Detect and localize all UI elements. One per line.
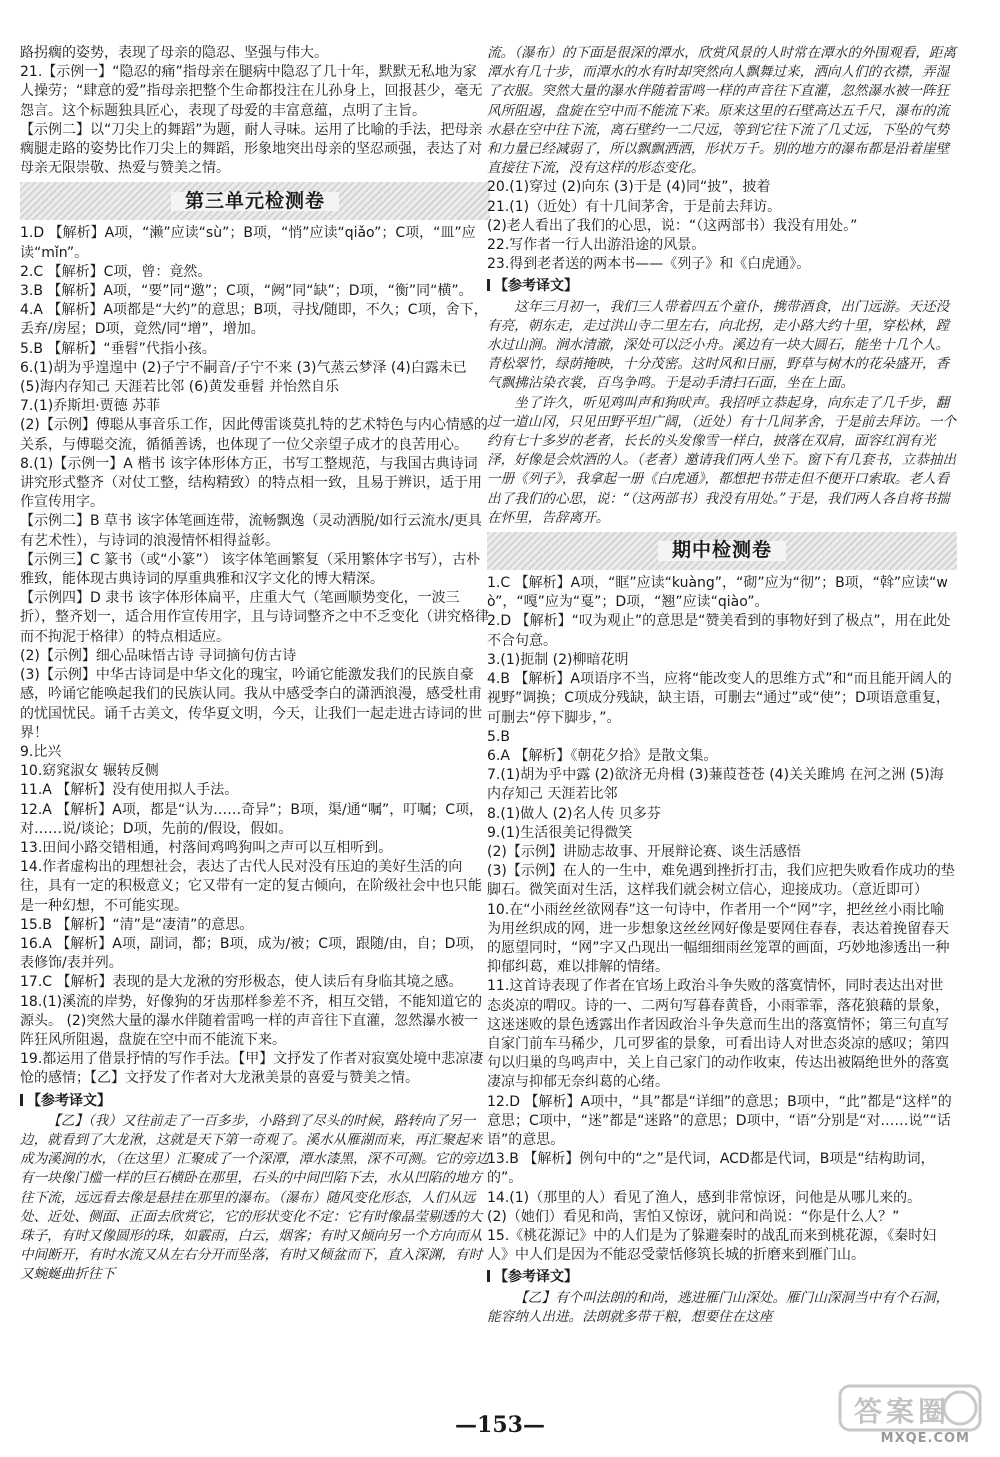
answer-item: (3)【示例】中华古诗词是中华文化的瑰宝，吟诵它能激发我们的民族自豪感，吟诵它能唤起我们的民族认同。我从中感受李白的潇洒浪漫，感受杜甫的忧国忧民。诵千古美文，传华夏文明，今天，让我们一起走进古诗词的世界！ bbox=[20, 667, 482, 741]
answer-item: (2)老人看出了我们的心思，说：“（这两部书）我没有用处。” bbox=[487, 217, 858, 234]
answer-item: 9.(1)生活很美记得微笑 bbox=[487, 824, 633, 841]
watermark-logo bbox=[810, 1382, 986, 1452]
reference-translation-label: 【参考译文】 bbox=[20, 1092, 490, 1111]
answer-item: 4.B 【解析】A项语序不当，应将“能改变人的思维方式”和“而且能开阔人的视野”调换；C项成分残缺，缺主语，可删去“通过”或“使”；D项语意重复，可删去“停下脚步，”。 bbox=[487, 671, 952, 726]
reference-translation: 这年三月初一，我们三人带着四五个童仆，携带酒食，出门远游。天还没有亮，朝东走，走过洪山寺二里左右，向北拐，走小路大约十里，穿松林，蹚水过山涧。涧水清澈，深处可以泛小舟。溪边有一块大圆石，能坐十几个人。青松翠竹，绿荫掩映，十分茂密。这时风和日丽，野草与树木的花朵盛开，香气飘拂沾染衣裳，百鸟争鸣。于是动手清扫石面，坐在上面。 bbox=[487, 298, 950, 392]
answer-item: 18.(1)溪流的岸势，好像狗的牙齿那样参差不齐，相互交错，不能知道它的源头。 (2)突然大量的瀑水伴随着雷鸣一样的声音往下直灌，忽然瀑水被一阵狂风所阻遏，盘旋在空中而不能流下来。 bbox=[20, 993, 483, 1048]
right-column bbox=[487, 44, 957, 1327]
reference-translation: 【乙】（我）又往前走了一百多步，小路到了尽头的时候，路转向了另一边，就看到了大龙湫，这就是天下第一奇观了。溪水从雁湖而来，再汇聚起来成为溪涧的水，（在这里）汇聚成了一个深潭，潭水漆黑，深不可测。它的旁边有一块像门槛一样的巨石横卧在那里，石头的中间凹陷下去，水从凹陷的地方往下流，远远看去像是悬挂在那里的瀑布。（瀑布）随风变化形态，人们从远处、近处、侧面、正面去欣赏它，它的形状变化不定：它有时像晶莹剔透的大珠子，有时又像圆形的珠，如霰雨，白云，烟客；有时又倾向另一个方向而从中间断开，有时水流又从左右分开而坠落，有时又倾盆而下，直入深渊，有时又蜿蜒曲折往下 bbox=[20, 1112, 489, 1283]
answer-item: 14.(1)（那里的人）看见了渔人，感到非常惊讶，问他是从哪儿来的。 bbox=[487, 1189, 922, 1206]
answer-paragraph: 路拐瘸的姿势，表现了母亲的隐忍、坚强与伟大。 bbox=[20, 45, 328, 61]
answer-item: 20.(1)穿过 (2)向东 (3)于是 (4)同“披”，披着 bbox=[487, 179, 771, 196]
answer-item: 9.比兴 bbox=[20, 743, 62, 760]
answer-item: (3)【示例】在人的一生中，难免遇到挫折打击，我们应把失败看作成功的垫脚石。微笑面对生活，这样我们就会树立信心，迎接成功。（意近即可） bbox=[487, 863, 955, 899]
reference-translation: 流。（瀑布）的下面是很深的潭水，欣赏风景的人时常在潭水的外围观看，距离潭水有几十步，而潭水的水有时却突然向人飘舞过来，洒向人们的衣襟，弄湿了衣服。突然大量的瀑水伴随着雷鸣一样的声音往下直灌，忽然瀑水被一阵狂风所阻遏，盘旋在空中而不能流下来。原来这里的石壁高达五千尺，瀑布的流水悬在空中往下流，离石壁约一二尺远，等到它往下流了几丈远，下坠的气势和力量已经减弱了，所以飘飘洒洒，形状万千。别的地方的瀑布都是沿着崖壁直接往下流，没有这样的形态变化。 bbox=[487, 45, 956, 177]
answer-item: 12.D 【解析】A项中，“具”都是“详细”的意思；B项中，“此”都是“这样”的意思；C项中，“迷”都是“迷路”的意思；D项中，“语”分别是“对……说”“话语”的意思。 bbox=[487, 1093, 952, 1148]
section-header-midterm bbox=[487, 532, 957, 570]
reference-translation-label: 【参考译文】 bbox=[487, 1268, 957, 1287]
answer-item: 13.田间小路交错相通，村落间鸡鸣狗叫之声可以互相听到。 bbox=[20, 839, 393, 856]
answer-item: 3.(1)扼制 (2)柳暗花明 bbox=[487, 651, 629, 668]
answer-item: 5.B bbox=[487, 728, 510, 745]
answer-item: 【示例三】C 篆书（或“小篆”） 该字体笔画繁复（采用繁体字书写），古朴雅致，能体现古典诗词的厚重典雅和汉字文化的博大精深。 bbox=[20, 551, 481, 588]
answer-item: 7.(1)乔斯坦·贾德 苏菲 bbox=[20, 398, 161, 415]
answer-item: 5.B 【解析】“垂髫”代指小孩。 bbox=[20, 340, 216, 357]
answer-item: 12.A 【解析】A项，都是“认为……奇异”；B项，渠/通“嘱”，叮嘱；C项，对……说/谈论；D项，先前的/假设，假如。 bbox=[20, 801, 483, 837]
unit3-answers bbox=[20, 224, 490, 1088]
answer-paragraph: 21.【示例一】“隐忍的痛”指母亲在腿病中隐忍了几十年，默默无私地为家人操劳；“肆意的爱”指母亲把整个生命都投注在儿孙身上，回报甚少，毫无怨言。这个标题独具匠心，表现了母爱的丰富意蕴，点明了主旨。 bbox=[20, 64, 483, 119]
answer-item: 10.窈窕淑女 辗转反侧 bbox=[20, 763, 159, 780]
answer-item: 11.A 【解析】没有使用拟人手法。 bbox=[20, 782, 239, 799]
answer-item: 14.作者虚构出的理想社会，表达了古代人民对没有压迫的美好生活的向往，具有一定的积极意义；它又带有一定的复古倾向，在阶级社会中也只能是一种幻想，不可能实现。 bbox=[20, 859, 482, 914]
watermark-logo-text: 答案圈 bbox=[854, 1395, 951, 1428]
answer-item: (2)【示例】讲励志故事、开展辩论赛、谈生活感悟 bbox=[487, 843, 801, 860]
answer-item: 21.(1)（近处）有十几间茅舍，于是前去拜访。 bbox=[487, 198, 782, 215]
answer-item: 2.D 【解析】“叹为观止”的意思是“赞美看到的事物好到了极点”，用在此处不合句意。 bbox=[487, 613, 951, 649]
answer-item: 15.《桃花源记》中的人们是为了躲避秦时的战乱而来到桃花源，《秦时妇人》中人们是因为不能忍受蒙恬修筑长城的折磨来到雁门山。 bbox=[487, 1227, 937, 1264]
answer-item: (2)【示例】傅聪从事音乐工作，因此傅雷谈莫扎特的艺术特色与内心情感的关系，与傅聪交流，循循善诱，也体现了一位父亲望子成才的良苦用心。 bbox=[20, 417, 488, 453]
answer-item: 6.A 【解析】《朝花夕拾》是散文集。 bbox=[487, 747, 718, 764]
answer-item: 1.D 【解析】A项，“濑”应读“sù”；B项，“悄”应读“qiǎo”；C项，“皿”应读“mǐn”。 bbox=[20, 225, 476, 261]
answer-item: (2)【示例】细心品味悟古诗 寻词摘句仿古诗 bbox=[20, 647, 297, 664]
answer-item: 3.B 【解析】A项，“要”同“邀”；C项，“阙”同“缺”；D项，“衡”同“横”。 bbox=[20, 283, 473, 300]
answer-item: 22.写作者一行人出游沿途的风景。 bbox=[487, 237, 706, 254]
answer-item: 15.B 【解析】“清”是“凄清”的意思。 bbox=[20, 916, 254, 933]
answer-paragraph: 【示例二】以“刀尖上的舞蹈”为题，耐人寻味。运用了比喻的手法，把母亲瘸腿走路的姿势比作刀尖上的舞蹈，形象地突出母亲的坚忍顽强，表达了对母亲无限崇敬、热爱与赞美之情。 bbox=[20, 121, 483, 177]
answer-item: 8.(1)【示例一】A 楷书 该字体形体方正，书写工整规范，与我国古典诗词讲究形式整齐（对仗工整，结构精致）的特点相一致，且易于辨识，适于用作宣传用字。 bbox=[20, 455, 482, 511]
midterm-answers bbox=[487, 574, 957, 1265]
watermark-url: MXQE.COM bbox=[880, 1431, 970, 1446]
answer-item: 6.(1)胡为乎遑遑中 (2)子宁不嗣音/子宁不来 (3)气蒸云梦泽 (4)白露未已 (5)海内存知己 天涯若比邻 (6)黄发垂髫 并怡然自乐 bbox=[20, 359, 467, 396]
answer-item: (2)（她们）看见和尚，害怕又惊讶，就问和尚说：“你是什么人？” bbox=[487, 1208, 900, 1225]
section-header-unit3 bbox=[20, 182, 490, 220]
reference-translation: 【乙】有个叫法朗的和尚，逃进雁门山深处。雁门山深洞当中有个石洞，能容纳人出进。法朗就多带干粮，想要住在这座 bbox=[487, 1289, 950, 1325]
answer-item: 23.得到老者送的两本书——《列子》和《白虎通》。 bbox=[487, 256, 811, 273]
page-number: —153— bbox=[455, 1412, 545, 1438]
answer-item: 8.(1)做人 (2)名人传 贝多芬 bbox=[487, 805, 661, 822]
left-column bbox=[20, 44, 490, 1285]
answer-item: 【示例二】B 草书 该字体笔画连带，流畅飘逸（灵动洒脱/如行云流水/更具有艺术性），与诗词的浪漫情怀相得益彰。 bbox=[20, 513, 482, 549]
reference-translation: 坐了许久，听见鸡叫声和狗吠声。我招呼立恭起身，向东走了几千步，翻过一道山冈，只见田野平坦广阔，（近处）有十几间茅舍，于是前去拜访。一个约有七十多岁的老者，长长的头发像雪一样白，披落在双肩，面容红润有光泽，好像是会炊酒的人。（老者）邀请我们两人坐下。窗下有几套书，立恭抽出一册《列子》，我拿起一册《白虎通》，都想把书带走但不便开口索取。老人看出了我们的心思，说：“（这两部书）我没有用处。”于是，我们两人各自将书揣在怀里，告辞离开。 bbox=[487, 394, 956, 526]
section-title: 期中检测卷 bbox=[658, 541, 786, 560]
answer-item: 13.B 【解析】例句中的“之”是代词，ACD都是代词，B项是“结构助词，的”。 bbox=[487, 1151, 935, 1187]
answer-item: 19.都运用了借景抒情的写作手法。【甲】文抒发了作者对寂寞处境中悲凉凄怆的感情；【乙】文抒发了作者对大龙湫美景的喜爱与赞美之情。 bbox=[20, 1051, 484, 1087]
answer-item: 7.(1)胡为乎中露 (2)欲济无舟楫 (3)蒹葭苍苍 (4)关关雎鸠 在河之洲 (5)海内存知己 天涯若比邻 bbox=[487, 767, 944, 803]
answer-item: 1.C 【解析】A项，“眶”应读“kuàng”，“砌”应为“彻”；B项，“斡”应读“wò”，“嘎”应为“戛”；D项，“翘”应读“qiào”。 bbox=[487, 575, 948, 611]
answer-item: 17.C 【解析】表现的是大龙湫的穷形极态，使人读后有身临其境之感。 bbox=[20, 974, 463, 991]
answer-item: 4.A 【解析】A项都是“大约”的意思；B项，寻找/随即，不久；C项，舍下，丢弃/房屋；D项，竟然/同“增”，增加。 bbox=[20, 302, 488, 338]
answer-item: 10.在“小雨丝丝欲网春”这一句诗中，作者用一个“网”字，把丝丝小雨比喻为用丝织成的网，进一步想象这丝丝网好像是要网住春春，表达着挽留春天的愿望同时，“网”字又凸现出一幅细细雨丝笼罩的画面，巧妙地渗透出一种抑郁纠葛，难以排解的情绪。 bbox=[487, 901, 950, 976]
answer-item: 16.A 【解析】A项，副词，都；B项，成为/被；C项，跟随/由，自；D项，表修饰/表并列。 bbox=[20, 935, 484, 972]
answer-item: 【示例四】D 隶书 该字体形体扁平，庄重大气（笔画顺势变化，一波三折），整齐划一，适合用作宣传用字，且与诗词整齐之中不乏变化（讲究格律而不拘泥于格律）的特点相适应。 bbox=[20, 590, 489, 645]
section-title: 第三单元检测卷 bbox=[171, 192, 339, 211]
answer-item: 11.这首诗表现了作者在官场上政治斗争失败的落寞情怀，同时表达出对世态炎凉的喟叹。诗的一、二两句写暮春黄昏，小雨霏霏，落花狼藉的景象，这迷迷败的景色透露出作者因政治斗争失意而生出的落寞情怀；第三句直写自家门前车马稀少，几可罗雀的景象，可看出诗人对世态炎凉的感叹；第四句以归巢的鸟鸣声中，关上自己家门的动作收束，传达出被隔绝世外的落寞凄凉与抑郁无奈纠葛的心绪。 bbox=[487, 978, 949, 1091]
reference-translation-label: 【参考译文】 bbox=[487, 277, 957, 296]
answer-item: 2.C 【解析】C项，曾：竟然。 bbox=[20, 263, 212, 280]
